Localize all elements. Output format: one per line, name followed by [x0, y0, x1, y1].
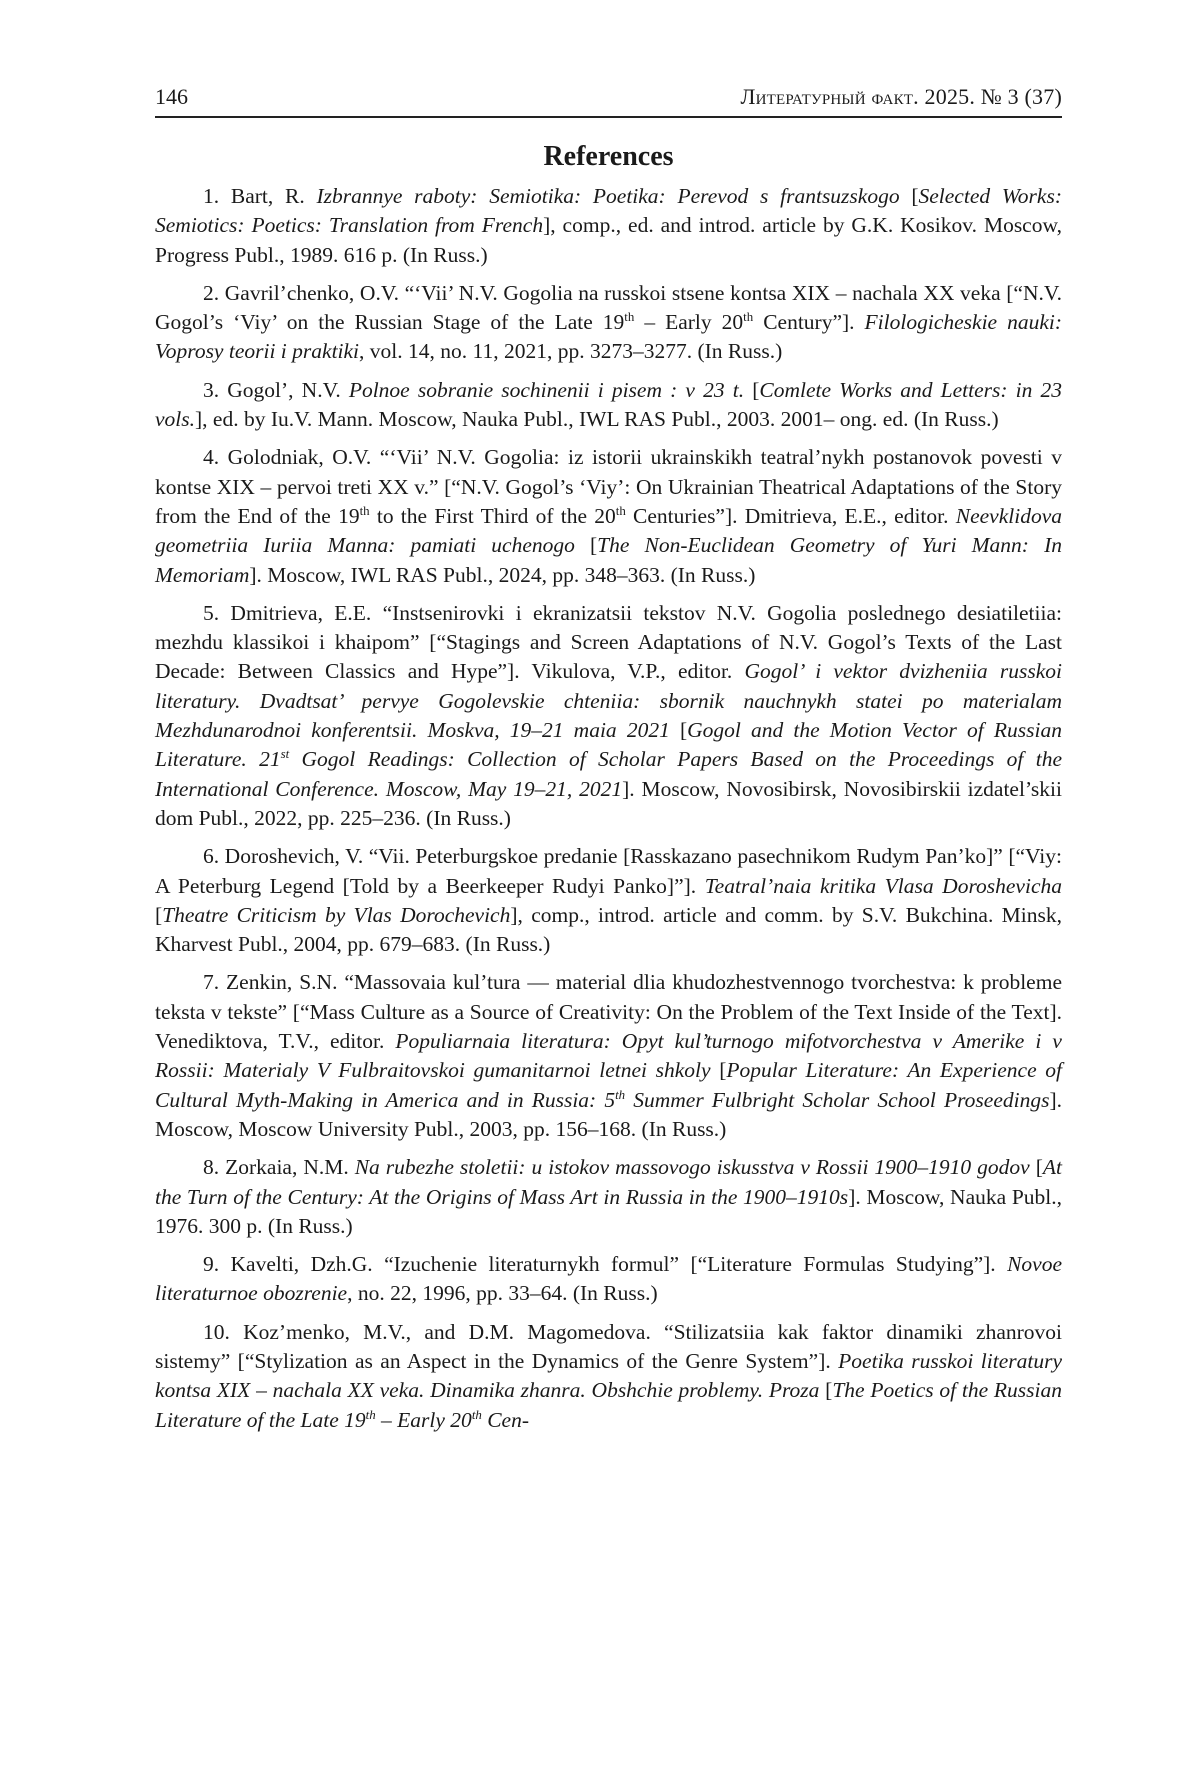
reference-entry	[155, 376, 1062, 435]
reference-title-text: Gogol and the Motion Vector of Russian Literature. 21	[155, 718, 1062, 772]
reference-list	[155, 182, 1062, 1435]
reference-text: 9. Kavelti, Dzh.G. “Izuchenie literaturnykh formul” [“Literature Formulas Studying”].	[203, 1252, 1008, 1277]
reference-text: ]. Moscow, Moscow University Publ., 2003, pp. 156–168. (In Russ.)	[155, 1087, 1062, 1141]
reference-entry	[155, 443, 1062, 589]
reference-title-text: At the Turn of the Century: At the Origins of Mass Art in Russia in the 1900–1910s	[155, 1155, 1062, 1209]
reference-title-text: Popular Literature: An Experience of Cultural Myth-Making in America and in Russia: 5	[155, 1058, 1062, 1112]
reference-entry	[155, 1153, 1062, 1241]
reference-entry	[155, 842, 1062, 959]
reference-text: 7. Zenkin, S.N. “Massovaia kul’tura — material dlia khudozhestvennogo tvorchestva: k probleme teksta v tekste” [“Mass Culture as a Source of Creativity: On the Problem of the Text Inside of the Text]. Venediktova, T.V., editor.	[155, 970, 1062, 1054]
reference-title-text: th	[615, 1087, 626, 1102]
page-number: 146	[155, 84, 188, 109]
reference-text: th	[624, 310, 635, 325]
reference-text: Century”].	[753, 310, 865, 335]
reference-text: th	[743, 310, 754, 325]
reference-title-text: Populiarnaia literatura: Opyt kul’turnogo mifotvorchestva v Amerike i v Rossii: Materialy V Fulbraitovskoi gumanitarnoi letnei shkoly	[155, 1029, 1062, 1083]
reference-title-text: Novoe literaturnoe obozrenie	[155, 1252, 1062, 1306]
reference-text: [	[574, 533, 598, 558]
reference-title-text: Neevklidova geometriia Iuriia Manna: pamiati uchenogo	[155, 503, 1063, 558]
document-page	[155, 82, 1062, 1444]
reference-text: [	[744, 377, 760, 402]
reference-title-text: Summer Fulbright Scholar School Proseedings	[625, 1087, 1050, 1112]
reference-text: 8. Zorkaia, N.M.	[203, 1155, 355, 1180]
reference-entry	[155, 968, 1062, 1144]
reference-title-text: Comlete Works and Letters: in 23 vols.	[155, 377, 1062, 432]
reference-title-text: Gogol’ i vektor dvizheniia russkoi literatury. Dvadtsat’ pervye Gogolevskie chteniia: sbornik nauchnykh statei po materialam Mezhdunarodnoi konferentsii. Moskva, 19–21 maia 2021	[155, 659, 1062, 743]
reference-text: [	[1029, 1155, 1043, 1180]
reference-text: ], comp., introd. article and comm. by S.V. Bukchina. Minsk, Kharvest Publ., 2004, pp. 679–683. (In Russ.)	[155, 902, 1062, 957]
reference-text: 5. Dmitrieva, E.E. “Instsenirovki i ekranizatsii tekstov N.V. Gogolia poslednego desiatiletiia: mezhdu klassikoi i khaipom” [“Stagings and Screen Adaptations of N.V. Gogol’s Texts of the Last Decade: Between Classics and Hype”]. Vikulova, V.P., editor.	[155, 600, 1062, 684]
reference-text: [	[669, 718, 688, 743]
reference-entry	[155, 599, 1062, 833]
reference-text: to the First Third of the 20	[369, 503, 616, 528]
reference-text: 10. Koz’menko, M.V., and D.M. Magomedova. “Stilizatsiia kak faktor dinamiki zhanrovoi sistemy” [“Stylization as an Aspect in the Dynamics of the Genre System”].	[155, 1319, 1062, 1373]
reference-text: ]. Moscow, Novosibirsk, Novosibirskii izdatel’skii dom Publ., 2022, pp. 225–236. (In Russ.)	[155, 776, 1062, 830]
reference-text: [	[819, 1378, 833, 1403]
reference-text: [	[155, 902, 163, 927]
reference-text: – Early 20	[634, 310, 744, 335]
reference-text: 1. Bart, R.	[203, 184, 317, 208]
reference-title-text: st	[280, 747, 290, 762]
reference-text: 4. Golodniak, O.V. “‘Vii’ N.V. Gogolia: iz istorii ukrainskikh teatral’nykh postanovok povesti v kontse XIX – pervoi treti XX v.” [“N.V. Gogol’s ‘Viy’: On Ukrainian Theatrical Adaptations of the Story from the End of the 19	[155, 445, 1062, 528]
reference-entry	[155, 1250, 1062, 1309]
reference-text: , vol. 14, no. 11, 2021, pp. 3273–3277. (In Russ.)	[359, 339, 783, 364]
reference-title-text: Gogol Readings: Collection of Scholar Papers Based on the Proceedings of the International Conference. Moscow, May 19–21, 2021	[155, 747, 1062, 801]
reference-text: , no. 22, 1996, pp. 33–64. (In Russ.)	[347, 1281, 658, 1306]
reference-text: [	[899, 184, 919, 208]
reference-text: ], comp., ed. and introd. article by G.K. Kosikov. Moscow, Progress Publ., 1989. 616 p. (In Russ.)	[155, 213, 1062, 267]
reference-title-text: Teatral’naia kritika Vlasa Doroshevicha	[704, 873, 1062, 898]
reference-text: th	[615, 503, 626, 518]
reference-title-text: – Early 20	[375, 1407, 472, 1432]
reference-entry	[155, 279, 1062, 367]
reference-title-text: The Non-Euclidean Geometry of Yuri Mann: In Memoriam	[155, 533, 1062, 587]
reference-entry	[155, 1318, 1062, 1435]
reference-text: ], ed. by Iu.V. Mann. Moscow, Nauka Publ., IWL RAS Publ., 2003. 2001– ong. ed. (In Russ.)	[195, 407, 999, 432]
section-title: References	[543, 141, 674, 172]
reference-text: Centuries”]. Dmitrieva, E.E., editor.	[625, 503, 956, 528]
reference-title-text: Poetika russkoi literatury kontsa XIX – nachala XX veka. Dinamika zhanra. Obshchie problemy. Proza	[155, 1348, 1062, 1403]
reference-text: 3. Gogol’, N.V.	[203, 377, 349, 402]
reference-text: ]. Moscow, IWL RAS Publ., 2024, pp. 348–363. (In Russ.)	[249, 562, 756, 587]
reference-text: 2. Gavril’chenko, O.V. “‘Vii’ N.V. Gogolia na russkoi stsene kontsa XIX – nachala XX veka [“N.V. Gogol’s ‘Viy’ on the Russian Stage of the Late 19	[155, 280, 1062, 335]
reference-text: ]. Moscow, Nauka Publ., 1976. 300 p. (In Russ.)	[155, 1184, 1063, 1238]
reference-title-text: Filologicheskie nauki: Voprosy teorii i praktiki	[155, 310, 1063, 364]
reference-title-text: Selected Works: Semiotics: Poetics: Translation from French	[155, 184, 1062, 238]
reference-title-text: Cen-	[481, 1407, 530, 1432]
reference-title-text: Na rubezhe stoletii: u istokov massovogo iskusstva v Rossii 1900–1910 godov	[354, 1155, 1030, 1180]
reference-title-text: th	[471, 1407, 482, 1422]
reference-title-text: th	[365, 1407, 376, 1422]
reference-entry	[155, 182, 1062, 270]
journal-title: Литературный факт. 2025. № 3 (37)	[740, 84, 1062, 109]
reference-title-text: Izbrannye raboty: Semiotika: Poetika: Perevod s frantsuzskogo	[316, 184, 900, 208]
reference-title-text: The Poetics of the Russian Literature of the Late 19	[155, 1378, 1062, 1432]
reference-title-text: Theatre Criticism by Vlas Dorochevich	[162, 902, 511, 927]
reference-text: 6. Doroshevich, V. “Vii. Peterburgskoe predanie [Rasskazano pasechnikom Rudym Pan’ko]” [“Viy: A Peterburg Legend [Told by a Beerkeeper Rudyi Panko]”].	[155, 844, 1062, 898]
reference-text: [	[710, 1058, 727, 1083]
running-head	[155, 82, 1062, 118]
reference-text: th	[359, 503, 370, 518]
reference-title-text: Polnoe sobranie sochinenii i pisem : v 23 t.	[348, 377, 745, 402]
